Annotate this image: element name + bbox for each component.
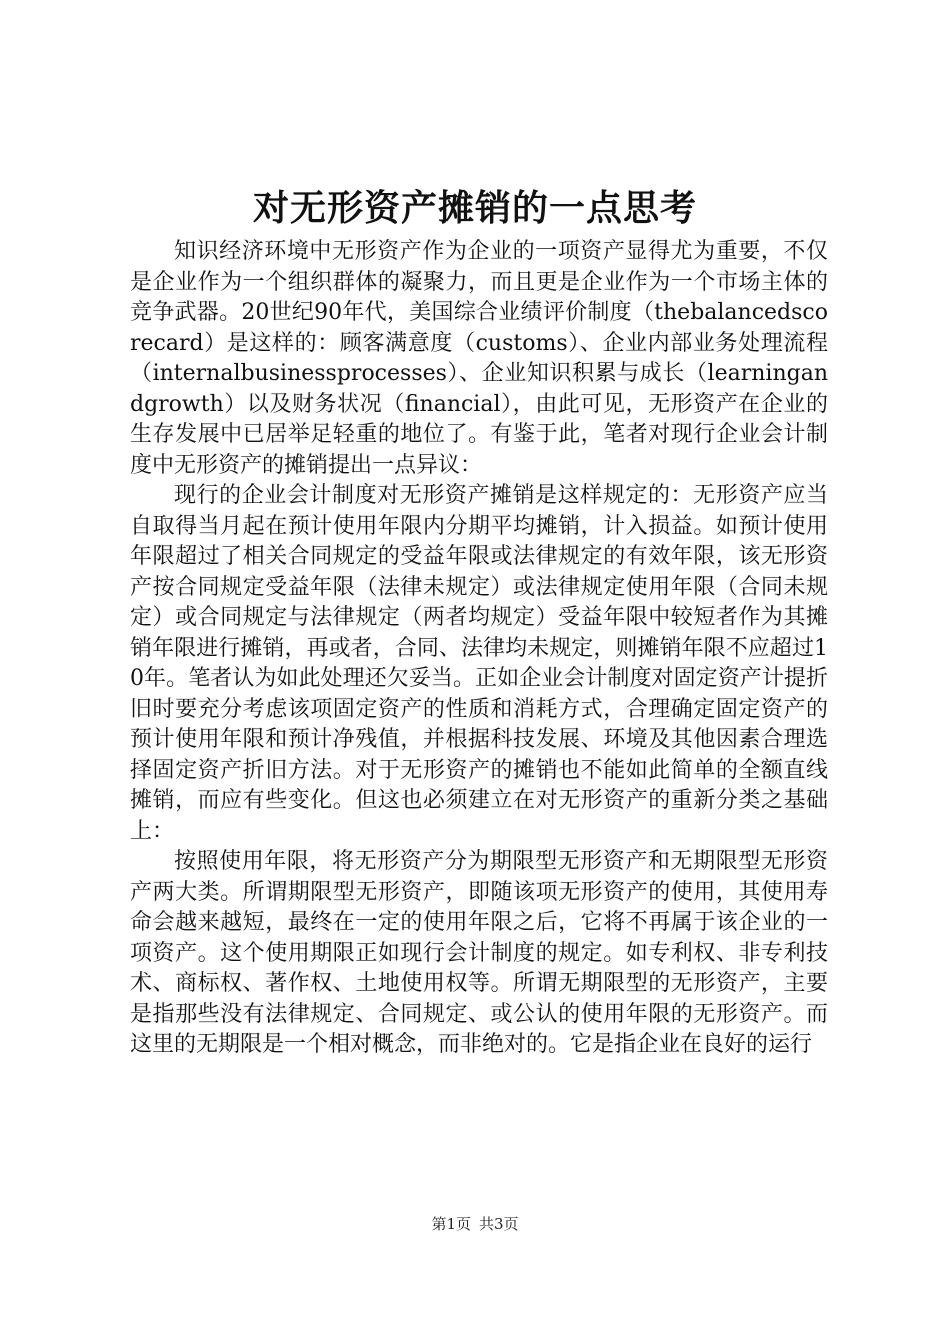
paragraph-2: 现行的企业会计制度对无形资产摊销是这样规定的：无形资产应当自取得当月起在预计使用年限内分期平均摊销，计入损益。如预计使用年限超过了相关合同规定的受益年限或法律规定的有效年限，该无形资产按合同规定受益年限（法律未规定）或法律规定使用年限（合同未规定）或合同规定与法律规定（两者均规定）受益年限中较短者作为其摊销年限进行摊销，再或者，合同、法律均未规定，则摊销年限不应超过10年。笔者认为如此处理还欠妥当。正如企业会计制度对固定资产计提折旧时要充分考虑该项固定资产的性质和消耗方式，合理确定固定资产的预计使用年限和预计净残值，并根据科技发展、环境及其他因素合理选择固定资产折旧方法。对于无形资产的摊销也不能如此简单的全额直线摊销，而应有些变化。但这也必须建立在对无形资产的重新分类之基础上：: [130, 483, 828, 844]
document-body: [130, 237, 828, 1061]
page-number: 第1页: [431, 1215, 471, 1233]
page-total: 共3页: [479, 1215, 519, 1233]
page-footer: [0, 1214, 950, 1234]
document-title: 对无形资产摊销的一点思考: [252, 187, 697, 229]
paragraph-3: 按照使用年限，将无形资产分为期限型无形资产和无期限型无形资产两大类。所谓期限型无形资产，即随该项无形资产的使用，其使用寿命会越来越短，最终在一定的使用年限之后，它将不再属于该企业的一项资产。这个使用期限正如现行会计制度的规定。如专利权、非专利技术、商标权、著作权、土地使用权等。所谓无期限型的无形资产，主要是指那些没有法律规定、合同规定、或公认的使用年限的无形资产。而这里的无期限是一个相对概念，而非绝对的。它是指企业在良好的运行: [130, 849, 828, 1057]
paragraph-1: 知识经济环境中无形资产作为企业的一项资产显得尤为重要，不仅是企业作为一个组织群体的凝聚力，而且更是企业作为一个市场主体的竞争武器。20世纪90年代，美国综合业绩评价制度（thebalancedscorecard）是这样的：顾客满意度（customs）、企业内部业务处理流程（internalbusinessprocesses）、企业知识积累与成长（learningandgrowth）以及财务状况（financial），由此可见，无形资产在企业的生存发展中已居举足轻重的地位了。有鉴于此，笔者对现行企业会计制度中无形资产的摊销提出一点异议：: [130, 239, 828, 478]
